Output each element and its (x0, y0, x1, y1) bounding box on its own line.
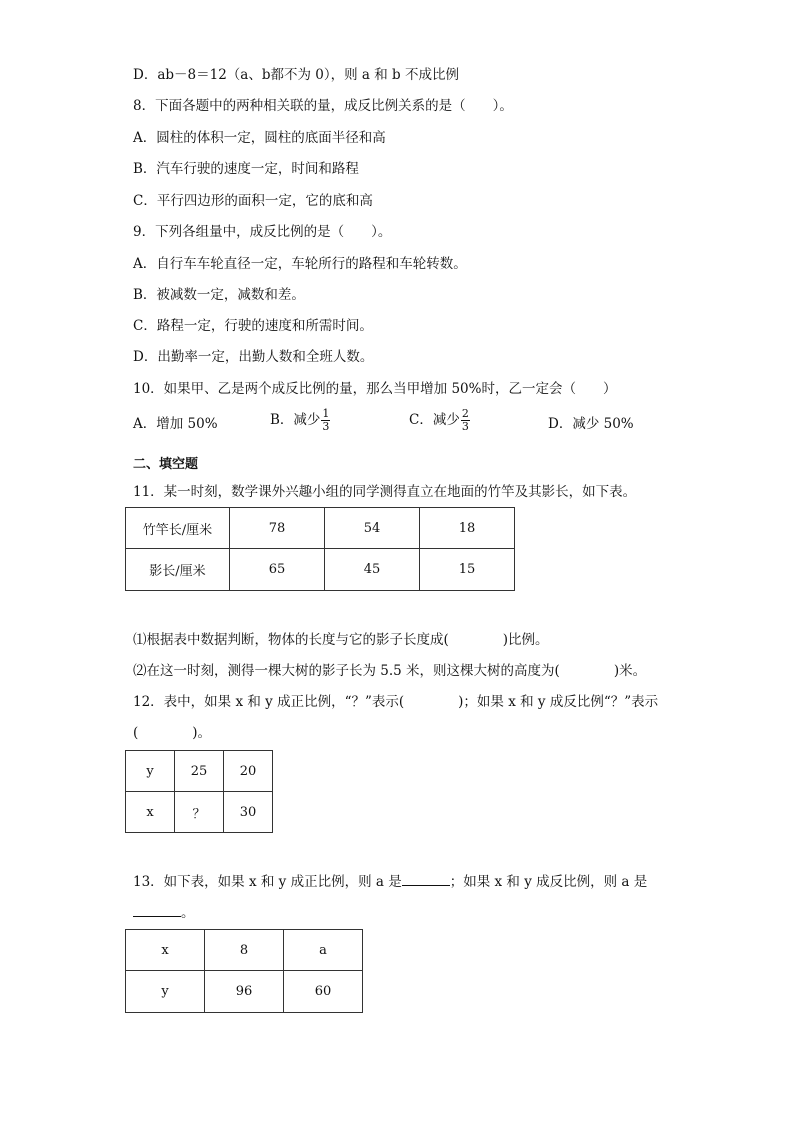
q10-option-c-fraction (461, 408, 470, 433)
table-row (126, 751, 273, 792)
table-cell: 8 (205, 930, 284, 971)
answer-blank (402, 873, 450, 886)
q10-option-c (409, 408, 470, 433)
table-cell: x (126, 792, 175, 833)
q9-option-b: B．被减数一定，减数和差。 (133, 287, 305, 303)
q11-sub1: ⑴根据表中数据判断，物体的长度与它的影子长度成( )比例。 (133, 632, 549, 648)
q8-option-c: C．平行四边形的面积一定，它的底和高 (133, 193, 373, 209)
q10-option-a: A．增加 50% (133, 416, 218, 432)
q9-stem: 9．下列各组量中，成反比例的是（ ）。 (133, 224, 392, 240)
q13-stem-part-b: ；如果 x 和 y 成反比例，则 a 是 (449, 874, 648, 890)
table-cell: y (126, 751, 175, 792)
fraction-denominator: 3 (461, 420, 469, 433)
q9-option-d: D．出勤率一定，出勤人数和全班人数。 (133, 349, 374, 365)
table-cell: 60 (284, 971, 363, 1013)
table-row (126, 971, 363, 1013)
q10-option-b-label: B．减少 (270, 412, 321, 428)
q9-option-c: C．路程一定，行驶的速度和所需时间。 (133, 318, 373, 334)
q10-option-d: D．减少 50% (548, 416, 634, 432)
q8-option-a: A．圆柱的体积一定，圆柱的底面半径和高 (133, 130, 386, 146)
table-cell: 25 (175, 751, 224, 792)
q12-table (125, 750, 273, 833)
q10-stem: 10．如果甲、乙是两个成反比例的量，那么当甲增加 50%时，乙一定会（ ） (133, 381, 617, 397)
table-cell: 30 (224, 792, 273, 833)
q8-stem: 8．下面各题中的两种相关联的量，成反比例关系的是（ ）。 (133, 98, 513, 114)
table-cell: 65 (230, 549, 325, 591)
q10-option-b-fraction (321, 408, 330, 433)
q10-option-c-label: C．减少 (409, 412, 460, 428)
table-cell: y (126, 971, 205, 1013)
table-cell: 竹竿长/厘米 (126, 508, 230, 549)
q10-option-b (270, 408, 330, 433)
table-row (126, 792, 273, 833)
table-cell: 45 (325, 549, 420, 591)
fraction-numerator: 1 (322, 407, 330, 420)
table-row (126, 549, 515, 591)
q11-sub2: ⑵在这一时刻，测得一棵大树的影子长为 5.5 米，则这棵大树的高度为( )米。 (133, 663, 647, 679)
table-cell: 54 (325, 508, 420, 549)
q13-stem-continued (133, 904, 195, 922)
q11-table (125, 507, 515, 591)
q13-stem-part-a: 13．如下表，如果 x 和 y 成正比例，则 a 是 (133, 874, 402, 890)
answer-blank (133, 904, 181, 917)
table-cell: a (284, 930, 363, 971)
q12-stem: 12．表中，如果 x 和 y 成正比例，“？”表示( )；如果 x 和 y 成反比例“？”表示 (133, 694, 659, 710)
q12-stem-continued: ( )。 (133, 725, 212, 741)
table-cell: 18 (420, 508, 515, 549)
fraction-numerator: 2 (461, 407, 469, 420)
q13-stem (133, 873, 647, 891)
q8-option-b: B．汽车行驶的速度一定，时间和路程 (133, 161, 359, 177)
table-cell: ？ (175, 792, 224, 833)
table-row (126, 930, 363, 971)
table-cell: 78 (230, 508, 325, 549)
table-cell: 影长/厘米 (126, 549, 230, 591)
section-heading-fill-in: 二、填空题 (133, 457, 199, 472)
table-row (126, 508, 515, 549)
table-cell: x (126, 930, 205, 971)
table-cell: 96 (205, 971, 284, 1013)
q13-stem-end: 。 (181, 905, 195, 921)
table-cell: 20 (224, 751, 273, 792)
q11-stem: 11．某一时刻，数学课外兴趣小组的同学测得直立在地面的竹竿及其影长，如下表。 (133, 484, 637, 500)
q7-option-d: D．ab－8＝12（a、b都不为 0），则 a 和 b 不成比例 (133, 67, 459, 83)
q13-table (125, 929, 363, 1013)
table-cell: 15 (420, 549, 515, 591)
fraction-denominator: 3 (322, 420, 330, 433)
q9-option-a: A．自行车车轮直径一定，车轮所行的路程和车轮转数。 (133, 256, 467, 272)
